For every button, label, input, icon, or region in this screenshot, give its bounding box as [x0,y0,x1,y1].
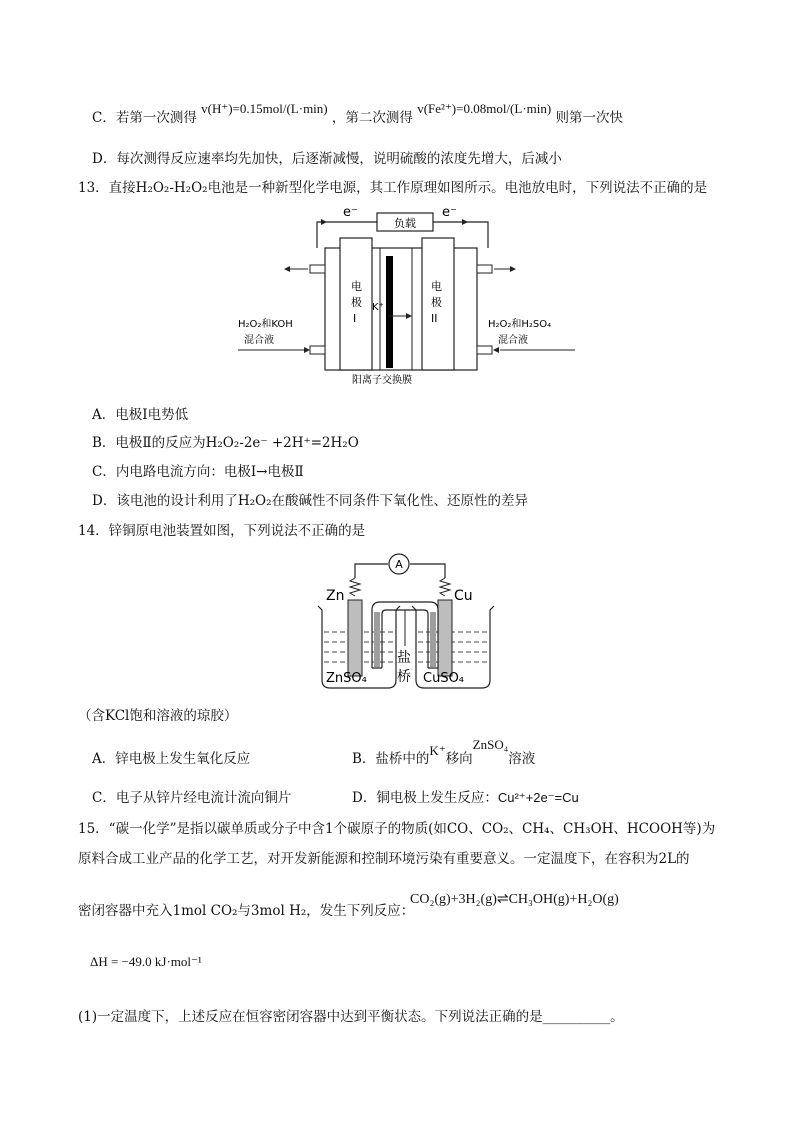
answer-blank[interactable]: __________ [542,1009,611,1025]
q15-subquestion-1 [78,1007,624,1027]
q13-option-a: A．电极Ⅰ电势低 [92,407,189,423]
cuso4-label: CuSO₄ [423,671,465,686]
q13-option-b: B．电极Ⅱ的反应为H₂O₂-2e⁻ +2H⁺=2H₂O [92,435,359,451]
salt-bridge-label-2: 桥 [397,669,411,685]
right-feed-label-1: H₂O₂和H₂SO₄ [488,319,552,330]
ammeter-label: A [395,558,403,571]
kplus-label: K⁺ [372,302,384,313]
q12-option-c [92,101,624,128]
q15-subquestion-1-text: (1)一定温度下，上述反应在恒容密闭容器中达到平衡状态。下列说法正确的是 [78,1009,543,1025]
q13-option-c: C．内电路电流方向：电极Ⅰ→电极Ⅱ [92,464,304,480]
electrode-2-label-c: II [431,312,438,325]
salt-bridge-right-leg [430,612,436,667]
ion-exchange-membrane [386,256,393,368]
q14-option-d [352,788,579,808]
q15-line-3: 密闭容器中充入1mol CO₂与3mol H₂，发生下列反应： [78,903,415,919]
q13-stem: 13．直接H₂O₂-H₂O₂电池是一种新型化学电源，其工作原理如图所示。电池放电时，下列说法不正确的是 [78,180,708,196]
q15-enthalpy: ΔH = −49.0 kJ·mol⁻¹ [90,954,202,969]
q15-line-2: 原料合成工业产品的化学工艺，对开发新能源和控制环境污染有重要意义。一定温度下，在容积为2L的 [78,851,690,867]
q14-option-b-suffix: 溶液 [508,751,536,767]
salt-bridge-left-leg [374,612,380,667]
q15-subquestion-1-end: 。 [610,1009,624,1025]
q14-option-b-prefix: B．盐桥中的 [352,751,430,767]
q14-note: （含KCl饱和溶液的琼胶） [78,708,238,724]
copper-electrode [438,600,452,676]
zinc-electrode [348,600,362,676]
electrode-1-label-a: 电 [351,280,362,293]
q12-option-c-prefix: C．若第一次测得 [92,110,197,126]
q14-option-d-equation: Cu²⁺+2e⁻=Cu [497,790,579,805]
q14-option-d-prefix: D．铜电极上发生反应： [352,790,498,806]
q13-figure [230,200,580,390]
salt-bridge-label-1: 盐 [397,650,411,666]
q12-option-c-suffix: 则第一次快 [555,110,624,126]
left-feed-label-2: 混合液 [244,335,274,346]
q15-equation: CO₂(g)+3H₂(g)⇌CH₃OH(g)+H₂O(g) [410,892,619,907]
q14-option-c: C．电子从锌片经电流计流向铜片 [92,790,292,806]
q14-option-a: A．锌电极上发生氧化反应 [92,751,251,767]
electrode-2-label-a: 电 [431,280,442,293]
q12-option-c-mid: ，第二次测得 [331,110,413,126]
znso4-label: ZnSO₄ [326,671,367,686]
q12-option-d: D．每次测得反应速率均先加快，后逐渐减慢，说明硫酸的浓度先增大，后减小 [92,151,562,167]
q15-line-1: 15．“碳一化学”是指以碳单质或分子中含1个碳原子的物质(如CO、CO₂、CH₄、CH₃OH、HCOOH等)为 [78,821,716,837]
q12-option-c-rate1: v(H⁺)=0.15mol/(L·min) [201,101,328,116]
electron-left-label: e⁻ [343,205,358,220]
q14-option-b-mid: 移向 [445,751,473,767]
zn-label: Zn [326,588,345,604]
q14-stem: 14．锌铜原电池装置如图，下列说法不正确的是 [78,523,366,539]
inlet-right-arrow [493,347,499,353]
electrode-2-label-b: 极 [431,296,442,309]
cu-label: Cu [454,588,473,604]
left-feed-label-1: H₂O₂和KOH [238,319,293,330]
q12-option-c-rate2: v(Fe²⁺)=0.08mol/(L·min) [417,101,552,116]
load-label: 负载 [394,217,416,230]
q13-option-d: D．该电池的设计利用了H₂O₂在酸碱性不同条件下氧化性、还原性的差异 [92,493,528,509]
outlet-left-arrow [284,266,290,272]
inlet-left-arrow [304,347,310,353]
right-feed-label-2: 混合液 [498,335,528,346]
membrane-label: 阳离子交换膜 [352,375,412,386]
electrode-1-label-b: 极 [351,296,362,309]
q14-option-b [352,737,536,769]
q14-option-b-solution: ZnSO₄ [472,737,509,752]
electron-right-label: e⁻ [442,205,457,220]
q14-option-b-ion: K⁺ [429,743,446,758]
electrode-1-label-c: I [353,312,357,325]
q14-figure [310,548,500,698]
outlet-right-arrow [510,266,516,272]
